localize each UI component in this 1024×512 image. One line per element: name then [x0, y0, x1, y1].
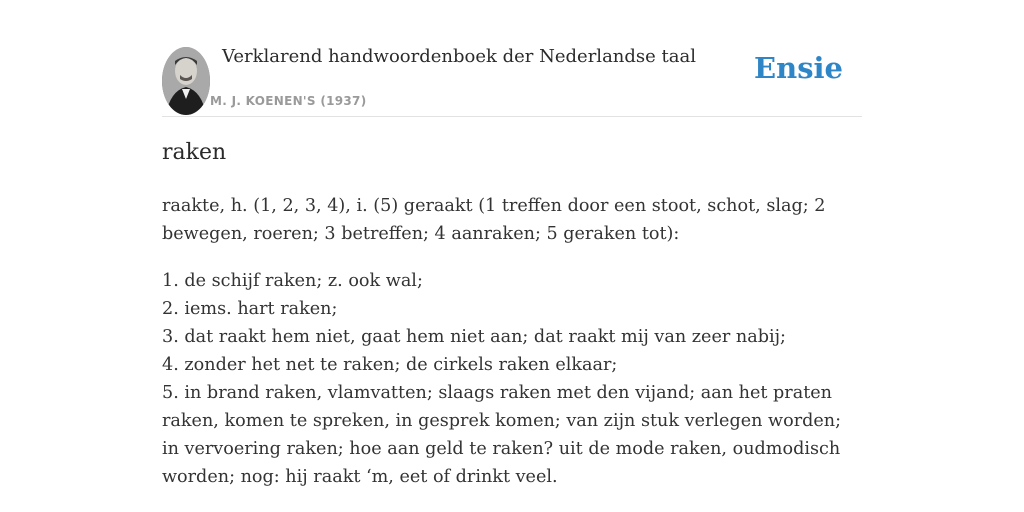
sense-item: 4. zonder het net te raken; de cirkels raken elkaar;: [162, 355, 618, 375]
author-portrait-icon: [162, 47, 210, 115]
entry-grammar: raakte, h. (1, 2, 3, 4), i. (5) geraakt (1 treffen door een stoot, schot, slag; 2 bewegen, roeren; 3 betreffen; 4 aanraken; 5 geraken tot):: [162, 196, 826, 244]
sense-item: 2. iems. hart raken;: [162, 299, 338, 319]
dictionary-title[interactable]: Verklarend handwoordenboek der Nederlandse taal: [222, 46, 696, 67]
dictionary-author: M. J. KOENEN'S (1937): [210, 94, 367, 108]
entry-body: [162, 192, 862, 491]
ensie-logo-link[interactable]: Ensie: [754, 51, 843, 85]
page: [162, 0, 862, 487]
dictionary-header: [162, 0, 862, 117]
sense-item: 3. dat raakt hem niet, gaat hem niet aan; dat raakt mij van zeer nabij;: [162, 327, 786, 347]
sense-item: 1. de schijf raken; z. ook wal;: [162, 271, 423, 291]
sense-list: [162, 267, 862, 491]
entry-headword: raken: [162, 140, 227, 165]
sense-item: 5. in brand raken, vlamvatten; slaags raken met den vijand; aan het praten raken, komen te spreken, in gesprek komen; van zijn stuk verlegen worden; in vervoering raken; hoe aan geld te raken? uit de mode raken, oudmodisch worden; nog: hij raakt ‘m, eet of drinkt veel.: [162, 383, 842, 487]
